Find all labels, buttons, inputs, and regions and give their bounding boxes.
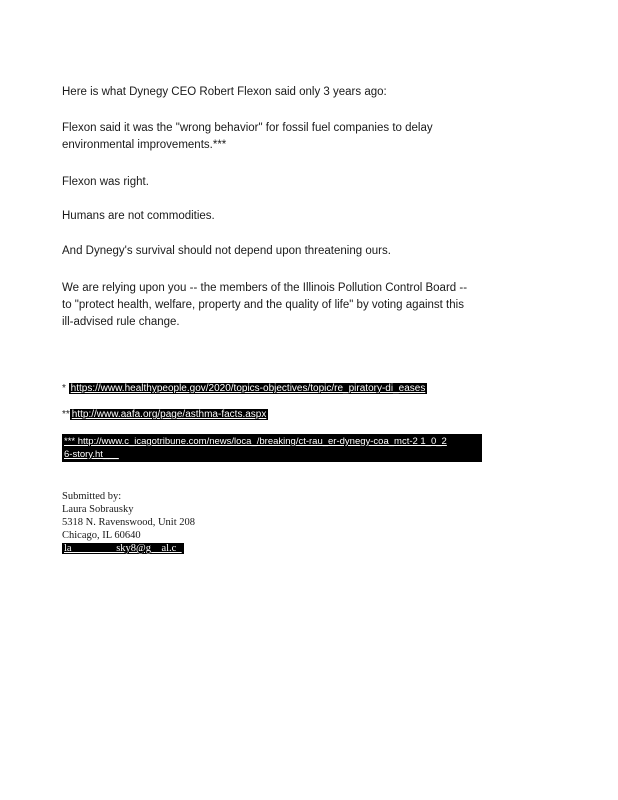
footnote-2-marker: ** xyxy=(62,409,70,420)
footnote-1 xyxy=(62,382,427,395)
quote-paragraph-line2: environmental improvements.*** xyxy=(62,139,227,151)
submitter-address: 5318 N. Ravenswood, Unit 208 xyxy=(62,517,195,528)
submitter-city: Chicago, IL 60640 xyxy=(62,530,141,541)
submitter-email-row xyxy=(62,542,184,555)
footnote-3-link[interactable] xyxy=(62,434,482,462)
footnote-3-line1: *** http://www.c_icagotribune.com/news/loca_/breaking/ct-rau_er-dynegy-coa_mct-2 1_0_2 xyxy=(64,436,447,447)
footnote-1-marker: * xyxy=(62,383,69,394)
appeal-paragraph-line2: to "protect health, welfare, property and the quality of life" by voting against this xyxy=(62,299,464,311)
footnote-3-line2: 6-story.ht___ xyxy=(64,449,119,460)
footnote-2 xyxy=(62,408,268,421)
humans-paragraph: Humans are not commodities. xyxy=(62,210,215,222)
quote-paragraph-line1: Flexon said it was the "wrong behavior" for fossil fuel companies to delay xyxy=(62,122,433,134)
survival-paragraph: And Dynegy's survival should not depend upon threatening ours. xyxy=(62,245,391,257)
flexon-right-paragraph: Flexon was right. xyxy=(62,176,149,188)
footnote-1-link[interactable]: https://www.healthypeople.gov/2020/topics-objectives/topic/re_piratory-di_eases xyxy=(70,383,426,394)
appeal-paragraph-line3: ill-advised rule change. xyxy=(62,316,180,328)
footnote-2-link[interactable]: http://www.aafa.org/page/asthma-facts.aspx xyxy=(71,409,267,420)
intro-paragraph: Here is what Dynegy CEO Robert Flexon said only 3 years ago: xyxy=(62,86,387,98)
submitter-name: Laura Sobrausky xyxy=(62,504,134,515)
submitter-email[interactable]: la___ __ _ _sky8@g__al.c_ xyxy=(64,543,182,554)
submitted-by-label: Submitted by: xyxy=(62,491,122,502)
appeal-paragraph-line1: We are relying upon you -- the members of the Illinois Pollution Control Board -- xyxy=(62,282,468,294)
